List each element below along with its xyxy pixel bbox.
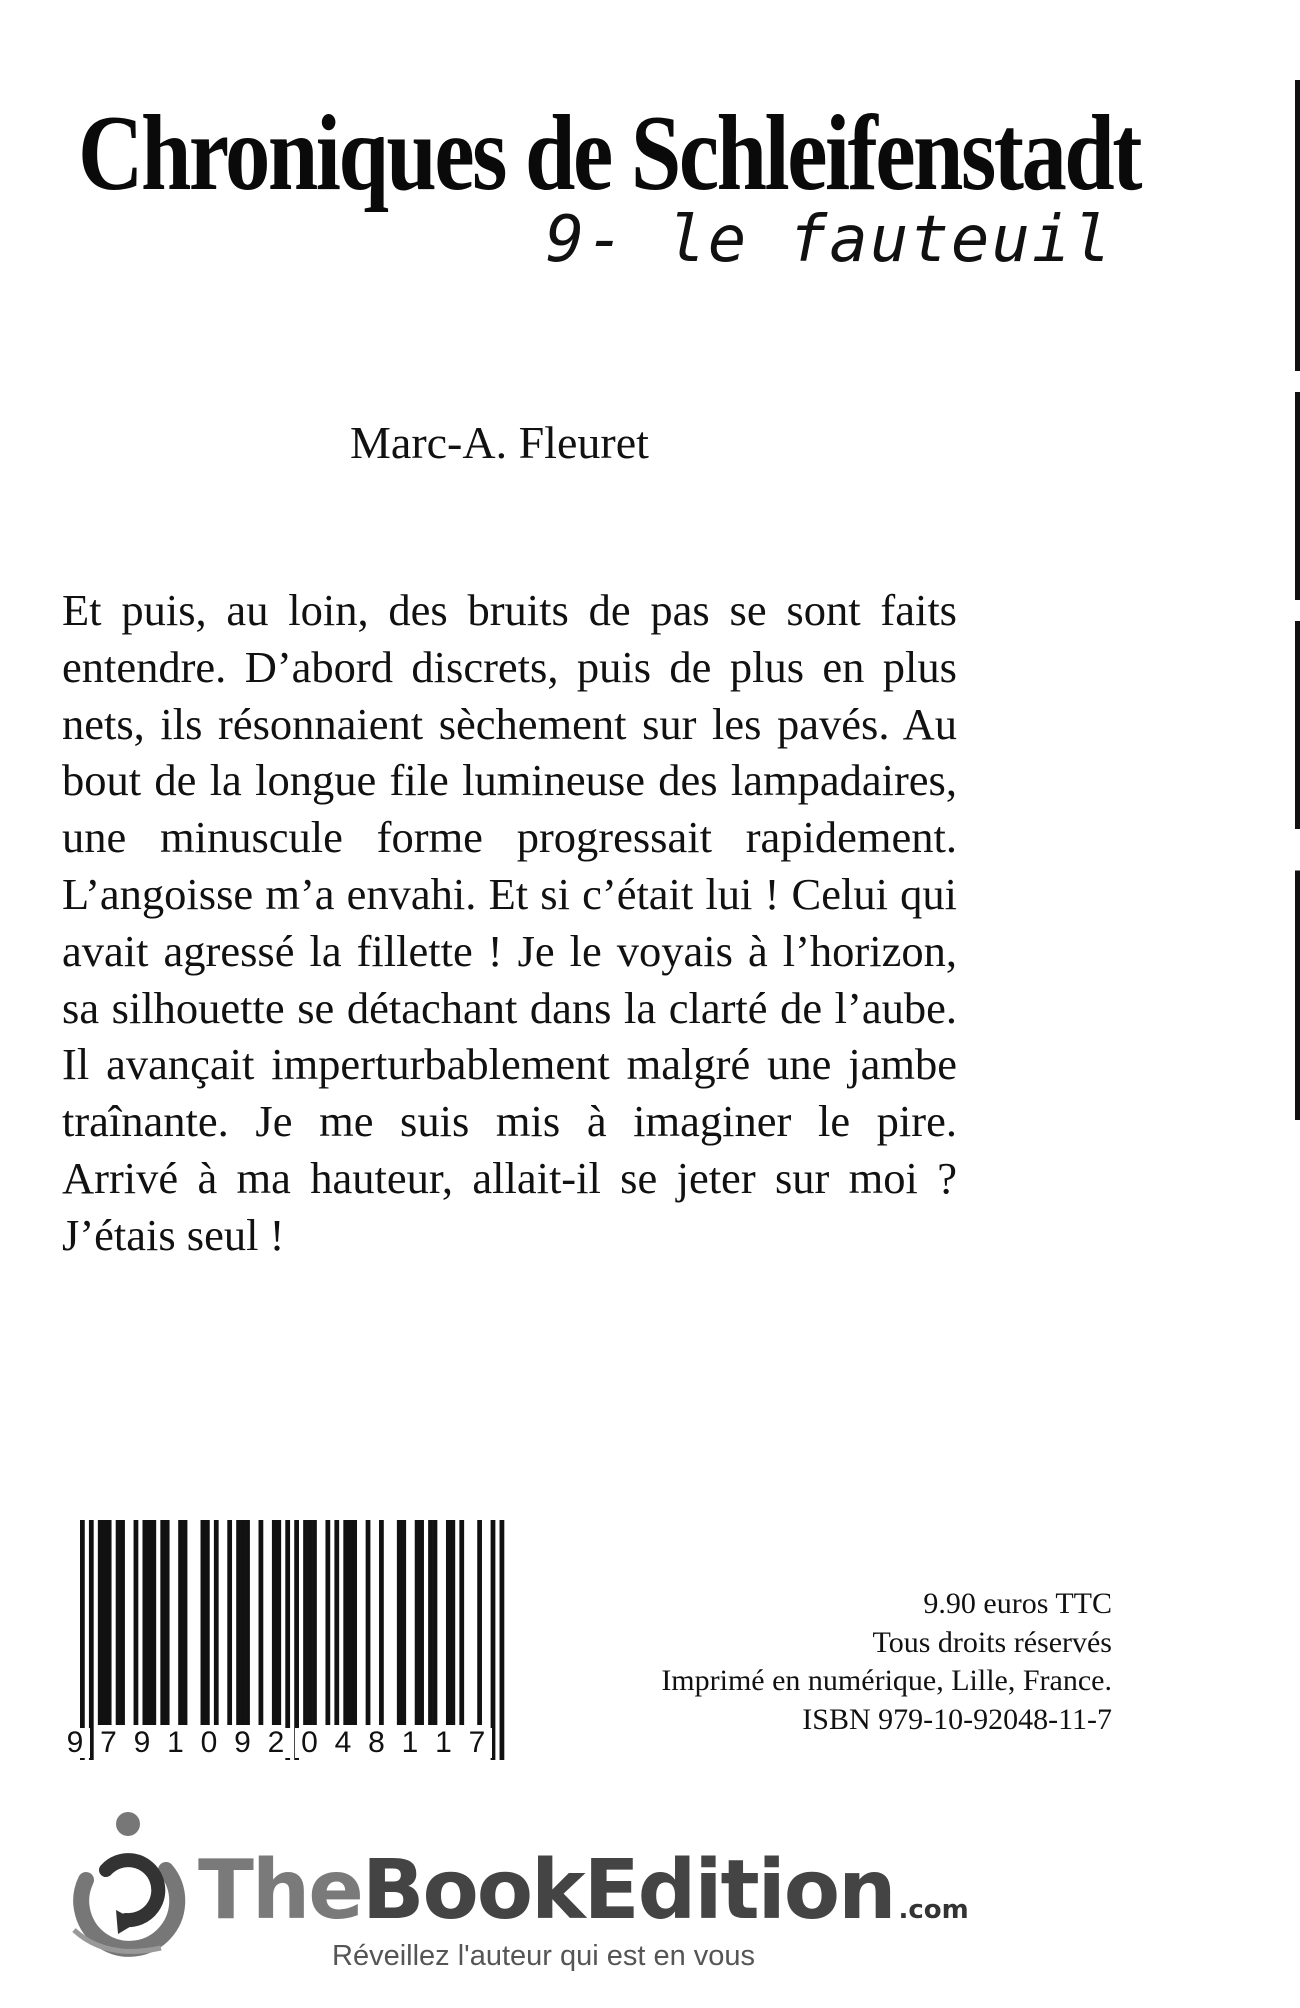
barcode-bar	[214, 1520, 219, 1725]
barcode-digit: 8	[362, 1728, 392, 1758]
barcode-bar	[276, 1520, 281, 1725]
barcode-bar	[366, 1520, 371, 1725]
barcode-bar	[294, 1520, 299, 1760]
barcode-bar	[334, 1520, 339, 1725]
barcode-digit: 1	[395, 1728, 425, 1758]
barcode-bar	[201, 1520, 206, 1725]
barcode-bar	[343, 1520, 348, 1725]
barcode-bar	[151, 1520, 156, 1725]
barcode-bar	[415, 1520, 420, 1725]
isbn-text: ISBN 979-10-92048-11-7	[802, 1702, 1112, 1736]
barcode-bar	[89, 1520, 94, 1760]
isbn-barcode	[62, 1520, 522, 1760]
barcode-bar	[142, 1520, 147, 1725]
author-name: Marc-A. Fleuret	[350, 417, 649, 468]
barcode-bar	[308, 1520, 313, 1725]
barcode-bar	[428, 1520, 433, 1725]
barcode-digit: 0	[194, 1728, 224, 1758]
rights-text: Tous droits réservés	[872, 1625, 1112, 1659]
barcode-bar	[272, 1520, 277, 1725]
barcode-bar	[98, 1520, 103, 1725]
barcode-bar	[227, 1520, 232, 1725]
barcode-bar	[325, 1520, 330, 1725]
print-location-text: Imprimé en numérique, Lille, France.	[661, 1664, 1112, 1697]
barcode-bar	[303, 1520, 308, 1725]
barcode-bar	[397, 1520, 402, 1725]
barcode-bar	[259, 1520, 264, 1725]
barcode-digit: 9	[127, 1728, 157, 1758]
barcode-digit: 9	[60, 1728, 90, 1758]
thebookedition-logo-icon	[66, 1810, 191, 1960]
barcode-bar	[107, 1520, 112, 1725]
barcode-digit: 1	[429, 1728, 459, 1758]
barcode-bar	[500, 1520, 505, 1760]
barcode-bar	[236, 1520, 241, 1725]
barcode-bar	[450, 1520, 455, 1725]
publisher-tagline: Réveillez l'auteur qui est en vous	[332, 1940, 756, 1972]
barcode-digit: 1	[161, 1728, 191, 1758]
barcode-digit: 0	[295, 1728, 325, 1758]
publisher-name	[198, 1843, 969, 1938]
barcode-bar	[160, 1520, 165, 1725]
price-text: 9.90 euros TTC	[923, 1587, 1112, 1620]
barcode-bar	[102, 1520, 107, 1725]
publisher-domain: .com	[898, 1895, 969, 1925]
barcode-bar	[459, 1520, 464, 1725]
book-subtitle: 9- le fauteuil	[545, 203, 1113, 277]
barcode-bar	[477, 1520, 482, 1725]
barcode-bar	[165, 1520, 170, 1725]
barcode-digit: 2	[261, 1728, 291, 1758]
barcode-bar	[348, 1520, 353, 1725]
barcode-bar	[183, 1520, 188, 1725]
barcode-bar	[491, 1520, 496, 1760]
barcode-bar	[116, 1520, 121, 1725]
barcode-bar	[120, 1520, 125, 1725]
barcode-bar	[379, 1520, 384, 1725]
barcode-digit: 7	[462, 1728, 492, 1758]
barcode-bar	[446, 1520, 451, 1725]
barcode-bar	[241, 1520, 246, 1725]
barcode-bar	[285, 1520, 290, 1760]
barcode-digit: 4	[328, 1728, 358, 1758]
barcode-bar	[352, 1520, 357, 1725]
publisher-logo	[66, 1810, 969, 1985]
imprint-block	[661, 1585, 1112, 1739]
barcode-digit: 7	[94, 1728, 124, 1758]
book-title: Chroniques de Schleifenstadt	[78, 94, 1140, 213]
barcode-digit: 9	[228, 1728, 258, 1758]
barcode-bar	[147, 1520, 152, 1725]
barcode-bar	[401, 1520, 406, 1725]
barcode-digits	[60, 1728, 492, 1758]
back-cover-blurb: Et puis, au loin, des bruits de pas se sont faits entendre. D’abord discrets, puis de plus en plus nets, ils résonnaient sèchement sur les pavés. Au bout de la longue file lumineuse des lampadaires, une minuscule forme progressait rapidement. L’angoisse m’a envahi. Et si c’était lui ! Celui qui avait agressé la fillette ! Je le voyais à l’horizon, sa silhouette se détachant dans la clarté de l’aube. Il avançait imperturbablement malgré une jambe traînante. Je me suis mis à imaginer le pire. Arrivé à ma hauteur, allait-il se jeter sur moi ? J’étais seul !	[62, 585, 957, 1260]
publisher-name-part1: The	[198, 1843, 362, 1938]
barcode-bar	[419, 1520, 424, 1725]
publisher-name-part2: BookEdition	[361, 1843, 895, 1938]
barcode-bar	[312, 1520, 317, 1725]
barcode-bar	[80, 1520, 85, 1760]
barcode-bar	[245, 1520, 250, 1725]
barcode-bar	[134, 1520, 139, 1725]
barcode-bar	[205, 1520, 210, 1725]
barcode-bar	[433, 1520, 438, 1725]
cover-edge-strip	[1295, 80, 1300, 1120]
barcode-bar	[178, 1520, 183, 1725]
